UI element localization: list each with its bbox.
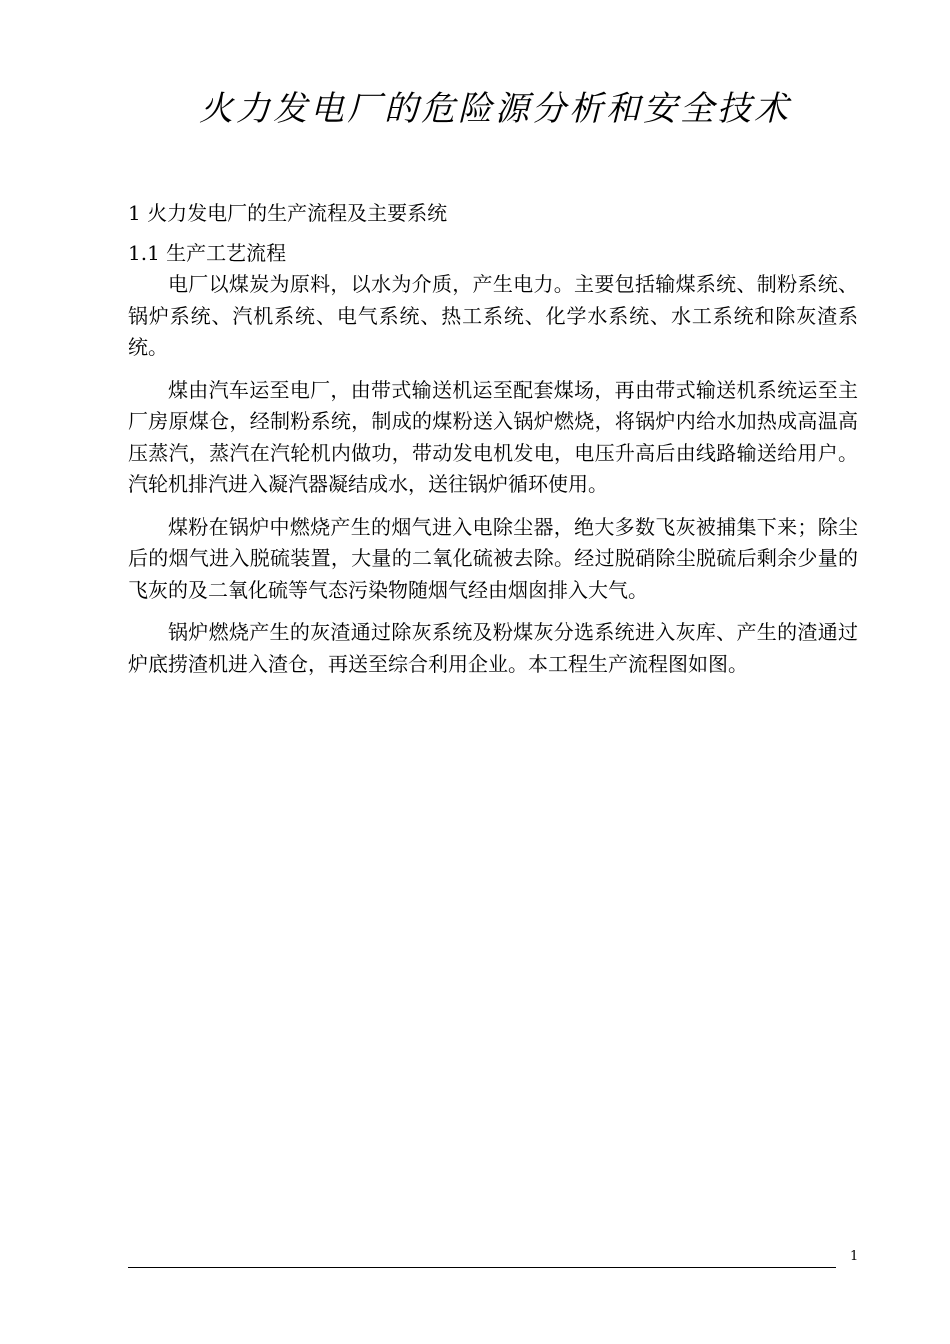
paragraph: 煤粉在锅炉中燃烧产生的烟气进入电除尘器，绝大多数飞灰被捕集下来；除尘后的烟气进入脱硫装置，大量的二氧化硫被去除。经过脱硝除尘脱硫后剩余少量的飞灰的及二氧化硫等气态污染物随烟气经由烟囱排入大气。 [128,514,858,602]
paragraph: 电厂以煤炭为原料，以水为介质，产生电力。主要包括输煤系统、制粉系统、锅炉系统、汽机系统、电气系统、热工系统、化学水系统、水工系统和除灰渣系统。 [128,272,858,359]
document-body [128,198,858,680]
page-number: 1 [850,1249,859,1264]
footer-divider [128,1267,836,1268]
paragraph: 煤由汽车运至电厂，由带式输送机运至配套煤场，再由带式输送机系统运至主厂房原煤仓，经制粉系统，制成的煤粉送入锅炉燃烧，将锅炉内给水加热成高温高压蒸汽，蒸汽在汽轮机内做功，带动发电机发电，电压升高后由线路输送给用户。汽轮机排汽进入凝汽器凝结成水，送往锅炉循环使用。 [128,377,858,496]
document-title: 火力发电厂的危险源分析和安全技术 [199,89,791,129]
subsection-heading: 1.1 生产工艺流程 [128,240,287,265]
paragraph: 锅炉燃烧产生的灰渣通过除灰系统及粉煤灰分选系统进入灰库、产生的渣通过炉底捞渣机进入渣仓，再送至综合利用企业。本工程生产流程图如图。 [128,620,858,676]
section-heading: 1 火力发电厂的生产流程及主要系统 [128,201,448,225]
